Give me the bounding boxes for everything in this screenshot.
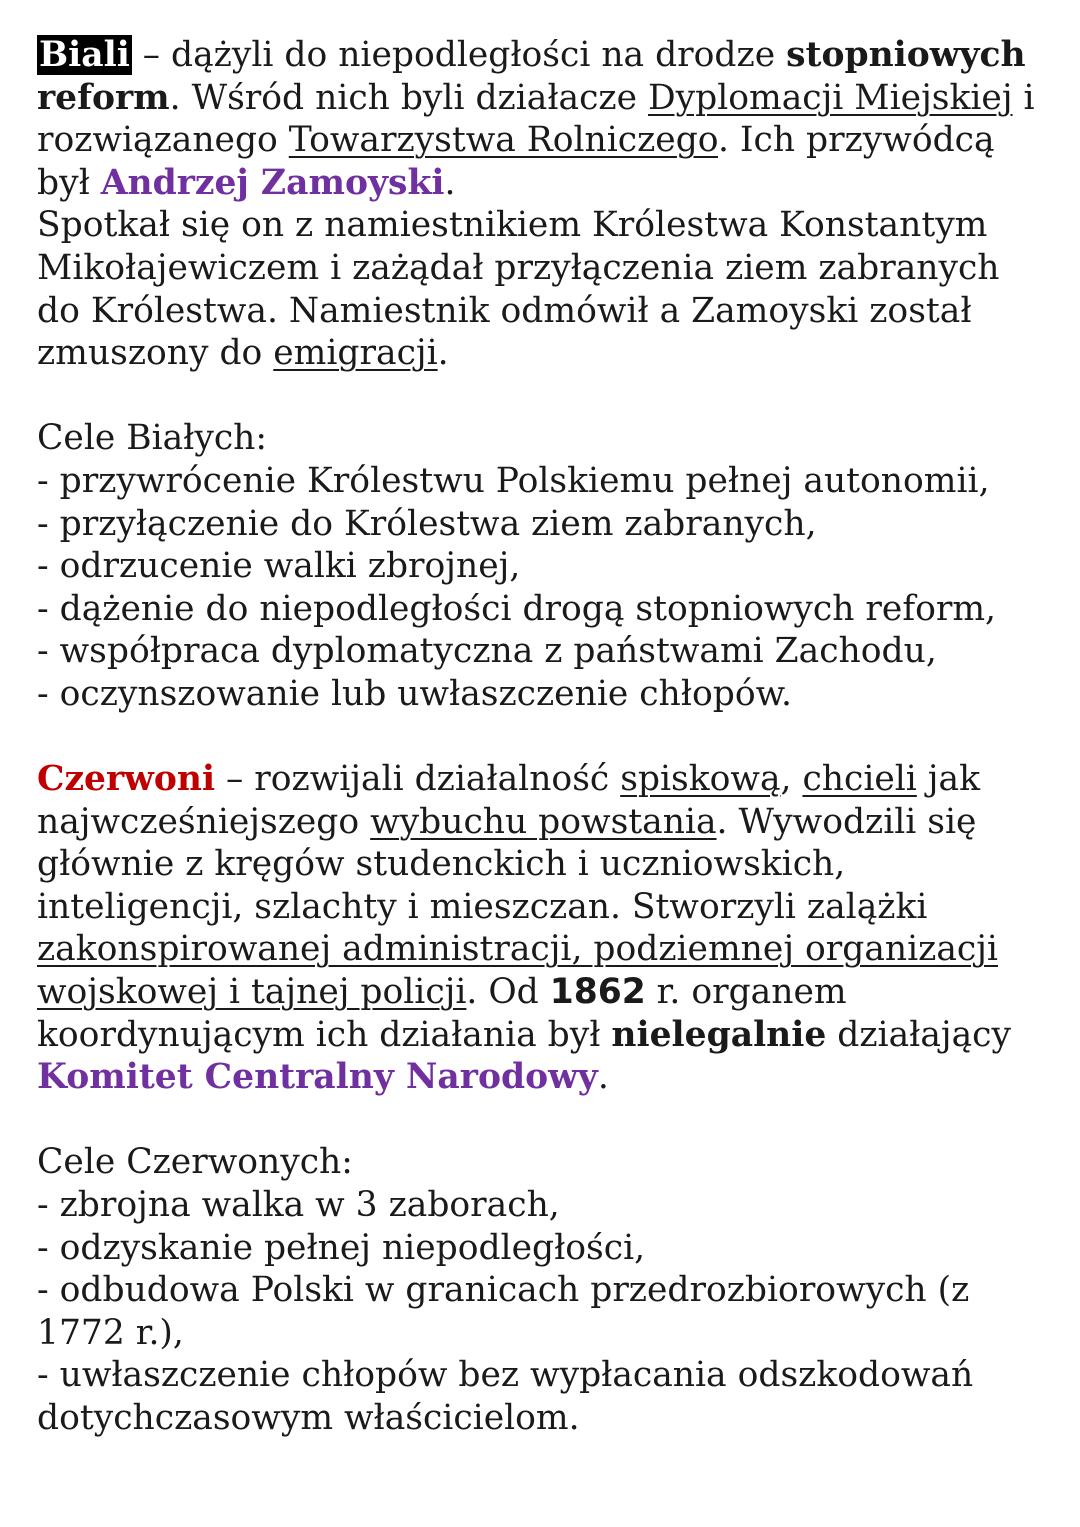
goal-item: - odzyskanie pełnej niepodległości, [37,1227,646,1268]
text-span: działający [826,1014,1011,1055]
underlined-term: emigracji [273,333,438,374]
text-span: – dążyli do niepodległości na drodze [131,35,787,75]
text-line [37,1056,1047,1099]
text-span: jak [916,759,980,800]
underlined-term: chcieli [802,759,917,800]
text-span: i [1012,77,1035,118]
goal-item: - odbudowa Polski w granicach przedrozbiorowych (z [37,1270,970,1311]
text-span: . Wśród nich byli działacze [169,77,648,118]
text-span: . [437,333,449,374]
text-line: inteligencji, szlachty i mieszczan. Stworzyli zalążki [37,886,928,927]
text-line [37,1014,1047,1057]
underlined-term: Towarzystwa Rolniczego [288,120,718,161]
goal-item: dotychczasowym właścicielom. [37,1398,580,1438]
text-span: , [780,759,803,800]
underlined-term: wojskowej i tajnej policji [37,972,467,1013]
text-span: . Ich przywódcą [717,120,995,161]
spacer [37,375,1047,418]
text-line [37,971,1047,1014]
text-span: . Wywodzili się [716,801,977,842]
text-line: do Królestwa. Namiestnik odmówił a Zamoyski został [37,290,972,331]
underlined-term: spiskową [620,759,781,800]
text-line: Spotkał się on z namiestnikiem Królestwa Konstantym [37,205,988,246]
text-line [37,119,1047,162]
text-line [37,801,1047,844]
text-line [37,34,1047,77]
goal-item: - odrzucenie walki zbrojnej, [37,546,521,587]
spacer [37,716,1047,759]
document-page [37,34,1047,1440]
goals-title: Cele Czerwonych: [37,1142,353,1183]
biali-goals [37,417,1047,715]
text-line [37,162,1047,205]
leader-name: Andrzej Zamoyski [100,162,445,203]
goal-item: - uwłaszczenie chłopów bez wypłacania odszkodowań [37,1355,974,1396]
year-bold: 1862 [549,972,646,1013]
bold-term: stopniowych [786,35,1026,75]
goal-item: - przyłączenie do Królestwa ziem zabranych, [37,503,817,544]
text-span: – rozwijali działalność [215,759,621,800]
goal-item: 1772 r.), [37,1312,184,1353]
text-span: . [597,1057,609,1098]
czerwoni-paragraph [37,758,1047,1099]
underlined-term: Dyplomacji Miejskiej [647,77,1013,118]
text-span: koordynującym ich działania był [37,1014,612,1055]
text-line: zakonspirowanej administracji, podziemnej organizacji [37,929,998,970]
goal-item: - oczynszowanie lub uwłaszczenie chłopów. [37,673,792,714]
biali-paragraph [37,34,1047,375]
bold-term: nielegalnie [611,1014,827,1055]
goal-item: - współpraca dyplomatyczna z państwami Zachodu, [37,631,937,672]
text-span: rozwiązanego [37,120,289,161]
text-line: głównie z kręgów studenckich i uczniowskich, [37,844,846,885]
czerwoni-heading: Czerwoni [37,759,216,800]
goal-item: - zbrojna walka w 3 zaborach, [37,1185,560,1226]
text-line: Mikołajewiczem i zażądał przyłączenia ziem zabranych [37,247,1000,288]
text-line [37,77,1047,120]
goal-item: - dążenie do niepodległości drogą stopniowych reform, [37,588,997,629]
spacer [37,1099,1047,1142]
czerwoni-goals [37,1141,1047,1439]
text-span: zmuszony do [37,333,274,374]
text-line [37,758,1047,801]
goal-item: - przywrócenie Królestwu Polskiemu pełnej autonomii, [37,460,990,501]
text-line [37,332,1047,375]
text-span: był [37,162,101,203]
underlined-term: wybuchu powstania [370,801,717,842]
goals-title: Cele Białych: [37,418,268,459]
biali-heading: Biali [39,35,130,75]
committee-name: Komitet Centralny Narodowy [37,1057,598,1098]
text-span: . [444,162,456,203]
bold-term: reform [37,77,170,118]
text-span: r. organem [645,972,847,1013]
text-span: . Od [466,972,550,1013]
text-span: najwcześniejszego [37,801,371,842]
